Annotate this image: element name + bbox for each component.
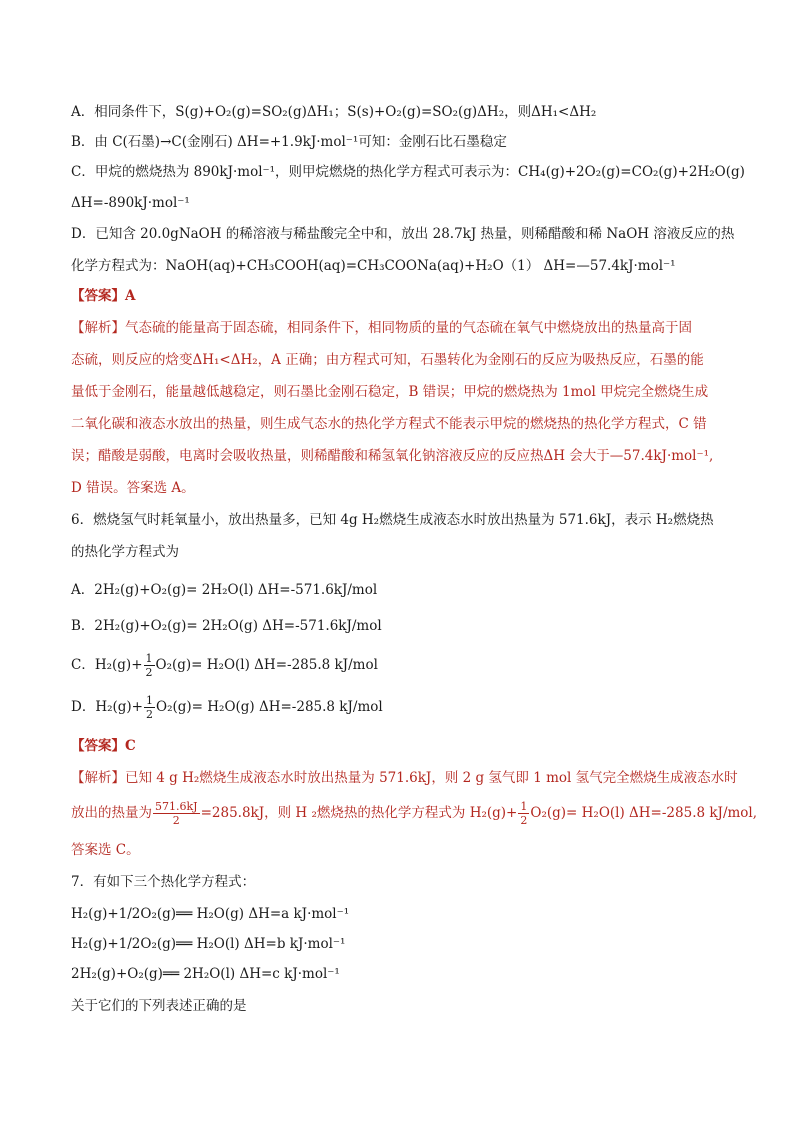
q6-stem-line1: 6．燃烧氢气时耗氧量小，放出热量多，已知 4g H₂燃烧生成液态水时放出热量为 571.6kJ，表示 H₂燃烧热 xyxy=(71,512,714,528)
q6-stem-line2: 的热化学方程式为 xyxy=(71,544,179,560)
q5-option-d-line2: 化学方程式为：NaOH(aq)+CH₃COOH(aq)=CH₃COONa(aq)+H₂O（1） ΔH=—57.4kJ·mol⁻¹ xyxy=(71,258,676,274)
q6-option-d-post: O₂(g)= H₂O(g) ΔH=-285.8 kJ/mol xyxy=(156,699,383,715)
fraction-denominator: 2 xyxy=(172,814,180,827)
fraction-denominator: 2 xyxy=(145,666,153,679)
q6-option-b: B．2H₂(g)+O₂(g)= 2H₂O(g) ΔH=-571.6kJ/mol xyxy=(71,618,382,634)
q6-option-c xyxy=(71,652,378,679)
q5-option-c-line1: C．甲烷的燃烧热为 890kJ·mol⁻¹，则甲烷燃烧的热化学方程式可表示为：CH₄(g)+2O₂(g)=CO₂(g)+2H₂O(g) xyxy=(71,164,745,180)
q5-option-a: A．相同条件下，S(g)+O₂(g)=SO₂(g)ΔH₁；S(s)+O₂(g)=SO₂(g)ΔH₂，则ΔH₁<ΔH₂ xyxy=(71,104,597,120)
q5-option-c-line2: ΔH=-890kJ·mol⁻¹ xyxy=(71,195,190,211)
q5-explanation-line1: 【解析】气态硫的能量高于固态硫，相同条件下，相同物质的量的气态硫在氧气中燃烧放出的热量高于固 xyxy=(71,320,692,336)
fraction xyxy=(153,800,200,827)
q5-explanation-line6: D 错误。答案选 A。 xyxy=(71,480,195,496)
q7-equation-c: 2H₂(g)+O₂(g)══ 2H₂O(l) ΔH=c kJ·mol⁻¹ xyxy=(71,966,340,982)
q6-explanation-pre: 放出的热量为 xyxy=(71,805,152,821)
q6-explanation-post: O₂(g)= H₂O(l) ΔH=-285.8 kJ/mol, xyxy=(530,805,758,821)
fraction-numerator: 1 xyxy=(520,800,528,813)
q7-stem: 7．有如下三个热化学方程式： xyxy=(71,874,256,890)
q6-explanation-mid: =285.8kJ，则 H ₂燃烧热的热化学方程式为 H₂(g)+ xyxy=(200,805,518,821)
q5-explanation-line4: 二氧化碳和液态水放出的热量，则生成气态水的热化学方程式不能表示甲烷的燃烧热的热化学方程式，C 错 xyxy=(71,416,707,432)
q6-option-a: A．2H₂(g)+O₂(g)= 2H₂O(l) ΔH=-571.6kJ/mol xyxy=(71,582,378,598)
q6-explanation-line2 xyxy=(71,800,757,827)
fraction-denominator: 2 xyxy=(520,814,528,827)
q6-option-c-pre: C．H₂(g)+ xyxy=(71,657,143,673)
q5-answer: 【答案】A xyxy=(71,288,136,304)
q7-question: 关于它们的下列表述正确的是 xyxy=(71,998,247,1014)
q5-explanation-line2: 态硫，则反应的焓变ΔH₁<ΔH₂，A 正确；由方程式可知，石墨转化为金刚石的反应为吸热反应，石墨的能 xyxy=(71,352,704,368)
fraction xyxy=(144,652,155,679)
fraction-numerator: 1 xyxy=(145,652,153,665)
q5-option-b: B．由 C(石墨)→C(金刚石) ΔH=+1.9kJ·mol⁻¹可知：金刚石比石墨稳定 xyxy=(71,134,507,150)
q6-option-d-pre: D．H₂(g)+ xyxy=(71,699,143,715)
q6-answer: 【答案】C xyxy=(71,738,136,754)
q7-equation-a: H₂(g)+1/2O₂(g)══ H₂O(g) ΔH=a kJ·mol⁻¹ xyxy=(71,906,350,922)
fraction xyxy=(518,800,529,827)
q6-option-c-post: O₂(g)= H₂O(l) ΔH=-285.8 kJ/mol xyxy=(155,657,378,673)
q5-explanation-line3: 量低于金刚石，能量越低越稳定，则石墨比金刚石稳定，B 错误；甲烷的燃烧热为 1mol 甲烷完全燃烧生成 xyxy=(71,384,709,400)
fraction xyxy=(144,694,155,721)
fraction-numerator: 571.6kJ xyxy=(155,800,198,813)
fraction-numerator: 1 xyxy=(146,694,153,707)
q6-explanation-line1: 【解析】已知 4 g H₂燃烧生成液态水时放出热量为 571.6kJ，则 2 g 氢气即 1 mol 氢气完全燃烧生成液态水时 xyxy=(71,770,738,786)
q5-option-d-line1: D．已知含 20.0gNaOH 的稀溶液与稀盐酸完全中和，放出 28.7kJ 热量，则稀醋酸和稀 NaOH 溶液反应的热 xyxy=(71,226,735,242)
q6-explanation-line3: 答案选 C。 xyxy=(71,842,140,858)
q5-explanation-line5: 误；醋酸是弱酸，电离时会吸收热量，则稀醋酸和稀氢氧化钠溶液反应的反应热ΔH 会大于—57.4kJ·mol⁻¹, xyxy=(71,448,714,464)
q6-option-d xyxy=(71,694,383,721)
q7-equation-b: H₂(g)+1/2O₂(g)══ H₂O(l) ΔH=b kJ·mol⁻¹ xyxy=(71,936,346,952)
fraction-denominator: 2 xyxy=(146,708,153,721)
